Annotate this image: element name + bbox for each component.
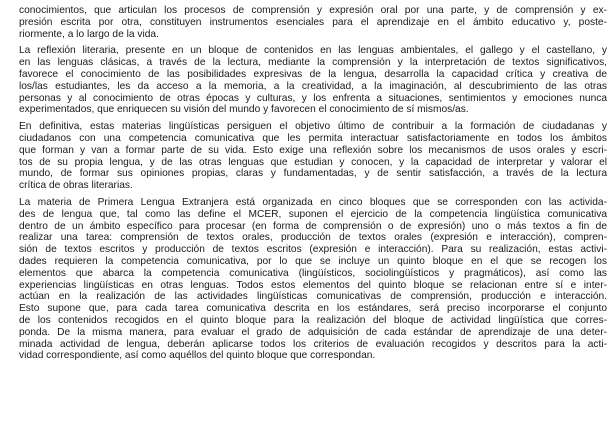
text-line: sión de textos escritos y producción de textos escritos (expresión e interacción). Para su realización, estas activi-: [19, 244, 607, 256]
text-line: vidad correspondiente, así como aquéllos del quinto bloque que correspondan.: [19, 350, 376, 362]
text-line: La materia de Primera Lengua Extranjera está organizada en cinco bloques que se corresponden con las activida-: [19, 196, 607, 208]
text-line: La reflexión literaria, presente en un bloque de contenidos en las lenguas ambientales, el gallego y el castellano, y: [19, 45, 607, 57]
text-line: experiencias lingüísticas en otras lenguas. Todos estos elementos del quinto bloque se relacionan entre sí e inter-: [19, 279, 607, 291]
text-line: elementos que abarca la competencia comunicativa (lingüísticos, sociolingüísticos y pragmáticos), así como las: [19, 267, 607, 279]
text-line: conocimientos, que articulan los procesos de comprensión y expresión oral por una parte, y de comprensión y ex-: [19, 5, 607, 16]
paragraph: [19, 45, 607, 116]
text-line: que forman y van a formar parte de su vida. Esto exige una reflexión sobre los mecanismos de usos orales y escri-: [19, 144, 607, 156]
text-line: los/las estudiantes, les da acceso a la memoria, a la creatividad, a la imaginación, al descubrimiento de las otras: [19, 80, 607, 92]
paragraph: [19, 197, 607, 362]
text-line: riormente, a lo largo de la vida.: [19, 28, 159, 40]
text-line: favorece el conocimiento de las posibilidades expresivas de la lengua, desarrolla la capacidad crítica y creativa de: [19, 68, 607, 80]
paragraph: [19, 121, 607, 192]
text-line: presión escrita por otra, constituyen instrumentos esenciales para el aprendizaje en el ámbito educativo y, poste-: [19, 16, 607, 28]
document-page: [19, 5, 607, 367]
text-line: realizar una tarea: comprensión de textos orales, producción de textos orales (expresión e interacción), compren-: [19, 232, 607, 244]
text-line: Esto supone que, para cada tarea comunicativa descrita en los estándares, será preciso incorporarse el conjunto: [19, 303, 607, 315]
text-line: experimentados, que enriquecen su visión del mundo y favorecen el conocimiento de sí mismos/as.: [19, 104, 469, 116]
text-line: minada actividad de lengua, deberán aplicarse todos los criterios de evaluación recogidos y descritos para la acti-: [19, 338, 607, 350]
text-line: dentro de un ámbito específico para procesar (en forma de comprensión o de expresión) uno o más textos a fin de: [19, 220, 607, 232]
text-line: actúan en la realización de las actividades lingüísticas comunicativas de comprensión, producción e interacción.: [19, 291, 607, 303]
text-line: dades requieren la competencia comunicativa, por lo que se incluye un quinto bloque en el que se recogen los: [19, 255, 607, 267]
text-line: de los contenidos recogidos en el quinto bloque para la realización del bloque de actividad lingüística que corres-: [19, 314, 607, 326]
text-line: tos de su propia lengua, y de las otras lenguas que estudian y conocen, y la capacidad de interpretar y valorar el: [19, 156, 607, 168]
text-line: En definitiva, estas materias lingüísticas persiguen el objetivo último de contribuir a la formación de ciudadanas y: [19, 121, 607, 133]
paragraph: [19, 5, 607, 40]
text-line: crítica de obras literarias.: [19, 180, 133, 192]
text-line: en las lenguas clásicas, a través de la lectura, mediante la comprensión y la interpretación de textos significativos,: [19, 57, 607, 69]
text-line: des de lengua que, tal como las define el MCER, suponen el ejercicio de la competencia lingüística comunicativa: [19, 208, 607, 220]
text-line: personas y al conocimiento de otras épocas y culturas, y los enfrenta a situaciones, sentimientos y emociones nunca: [19, 92, 607, 104]
text-line: mundo, de formar sus opiniones propias, claras y fundamentadas, y de sentir satisfacción, a través de la lectura: [19, 168, 607, 180]
text-line: ciudadanos con una competencia comunicativa que les permita interactuar satisfactoriamente en todos los ámbitos: [19, 132, 607, 144]
text-line: ponda. De la misma manera, para evaluar el grado de adquisición de cada estándar de aprendizaje de una deter-: [19, 326, 607, 338]
